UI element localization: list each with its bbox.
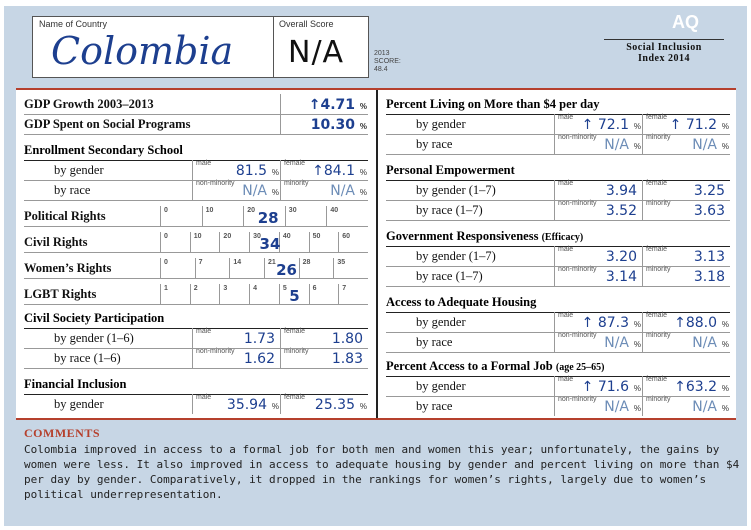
- male-label: male: [558, 246, 574, 253]
- political-rights-tick-label: 0: [164, 207, 168, 214]
- enrollment-minority-value: N/A: [330, 183, 355, 199]
- civil-society-female-cell: [280, 328, 369, 348]
- living-header: [386, 94, 730, 115]
- empowerment-race-label: [386, 203, 483, 218]
- civil-society-gender-row: [24, 328, 368, 349]
- housing-header: [386, 292, 730, 313]
- womens-rights-row: [24, 258, 368, 279]
- gdp-social-row: [24, 114, 368, 135]
- civil-society-male-value: 1.73: [243, 331, 275, 347]
- civil-rights-label: Civil Rights: [24, 235, 88, 249]
- financial-male-cell: [192, 394, 281, 414]
- lgbt-rights-tick-cell: [219, 284, 250, 304]
- responsiveness-nonminority-cell: [554, 266, 643, 286]
- formal-job-female-value: ↑63.2: [674, 379, 717, 395]
- score-2013: [374, 50, 401, 74]
- living-minority-value: N/A: [692, 137, 717, 153]
- range-label: (1–7): [455, 269, 483, 283]
- minority-label: minority: [284, 180, 309, 187]
- pct-sign: %: [359, 168, 367, 177]
- empowerment-gender-label: [386, 183, 496, 198]
- lgbt-rights-tick-cell: [160, 284, 191, 304]
- formal-job-minority-value: N/A: [692, 399, 717, 415]
- civil-rights-tick-label: 60: [342, 233, 351, 240]
- pct-sign: %: [359, 402, 367, 411]
- formal-job-race-row: [386, 396, 730, 416]
- lgbt-rights-tick-label: 6: [312, 285, 317, 292]
- financial-label: Financial Inclusion: [24, 377, 127, 391]
- nonminority-label: non-minority: [196, 348, 235, 355]
- comments-body: Colombia improved in access to a formal job for both men and women this year; unfortunately, the gains by women were less. It also improved in access to adequate housing by gender and percent living on more than $4 per day by gender. Comparatively, it dropped in the rankings for women’s rights, largely due to women’s political underrepresentation.: [24, 443, 740, 501]
- nonminority-label: non-minority: [558, 134, 597, 141]
- civil-rights-tick-cell: [219, 232, 250, 252]
- pct-sign: %: [633, 384, 641, 393]
- score-2013-label: 2013 SCORE:: [374, 50, 401, 65]
- lgbt-rights-row: [24, 284, 368, 305]
- living-label: Percent Living on More than $4 per day: [386, 97, 600, 111]
- living-female-value: ↑ 71.2: [669, 117, 717, 133]
- lgbt-rights-tick-cell: [249, 284, 280, 304]
- range-label: (1–6): [93, 351, 121, 365]
- empowerment-male-value: 3.94: [605, 183, 637, 199]
- housing-nonminority-cell: [554, 332, 643, 352]
- gdp-social-value: 10.30: [310, 117, 355, 133]
- housing-gender-row: [386, 312, 730, 333]
- pct-sign: %: [359, 188, 367, 197]
- minority-label: minority: [646, 332, 671, 339]
- by-race-label: by race: [416, 399, 453, 413]
- civil-rights-tick-cell: [160, 232, 191, 252]
- civil-society-minority-cell: [280, 348, 369, 368]
- civil-rights-tick-label: 50: [312, 233, 321, 240]
- gdp-growth-row: [24, 94, 368, 115]
- column-separator: [376, 90, 378, 418]
- lgbt-rights-tick-label: 4: [253, 285, 258, 292]
- by-gender-label: by gender: [416, 249, 466, 263]
- pct-sign: %: [721, 142, 729, 151]
- political-rights-label: Political Rights: [24, 209, 106, 223]
- pct-sign: %: [721, 122, 729, 131]
- empowerment-minority-cell: [642, 200, 731, 220]
- lgbt-rights-tick-cell: [190, 284, 221, 304]
- civil-society-nonminority-value: 1.62: [243, 351, 275, 367]
- living-male-value: ↑ 72.1: [581, 117, 629, 133]
- enrollment-female-value: ↑84.1: [312, 163, 355, 179]
- female-label: female: [646, 246, 668, 253]
- political-rights-row: [24, 206, 368, 227]
- empowerment-minority-value: 3.63: [693, 203, 725, 219]
- civil-society-minority-value: 1.83: [331, 351, 363, 367]
- empowerment-male-cell: [554, 180, 643, 200]
- civil-rights-tick-cell: [338, 232, 369, 252]
- gdp-growth-value: ↑4.71: [308, 97, 355, 113]
- female-label: female: [646, 180, 668, 187]
- political-rights-value: 28: [257, 209, 279, 227]
- womens-rights-value: 26: [276, 261, 297, 279]
- womens-rights-label: Women’s Rights: [24, 261, 112, 275]
- living-male-cell: [554, 114, 643, 134]
- male-label: male: [196, 160, 212, 167]
- political-rights-tick-cell: [285, 206, 328, 226]
- formal-job-label: Percent Access to a Formal Job: [386, 359, 553, 373]
- by-race-label: by race: [54, 351, 91, 365]
- pct-sign: %: [359, 122, 367, 131]
- formal-job-header: [386, 356, 730, 377]
- living-female-cell: [642, 114, 731, 134]
- civil-rights-tick-label: 30: [253, 233, 261, 240]
- civil-rights-tick-label: 10: [193, 233, 202, 240]
- by-gender-label: by gender: [416, 183, 466, 197]
- civil-society-race-label: [24, 351, 121, 366]
- formal-job-male-value: ↑ 71.6: [581, 379, 629, 395]
- pct-sign: %: [271, 168, 279, 177]
- formal-job-gender-row: [386, 376, 730, 397]
- enrollment-gender-row: [24, 160, 368, 181]
- range-label: (1–7): [468, 183, 496, 197]
- responsiveness-female-value: 3.13: [693, 249, 725, 265]
- responsiveness-header: [386, 226, 730, 247]
- financial-male-value: 35.94: [226, 397, 267, 413]
- minority-label: minority: [646, 200, 671, 207]
- political-rights-tick-label: 20: [247, 207, 255, 214]
- civil-society-gender-label: [24, 331, 134, 346]
- financial-female-cell: [280, 394, 369, 414]
- pct-sign: %: [633, 340, 641, 349]
- male-label: male: [558, 180, 574, 187]
- financial-female-value: 25.35: [314, 397, 355, 413]
- financial-gender-row: [24, 394, 368, 414]
- nonminority-label: non-minority: [558, 332, 597, 339]
- responsiveness-label: Government Responsiveness: [386, 229, 539, 243]
- womens-rights-tick-label: 28: [302, 259, 311, 266]
- pct-sign: %: [721, 384, 729, 393]
- by-race-label: by race: [416, 335, 453, 349]
- living-nonminority-value: N/A: [604, 137, 629, 153]
- civil-rights-row: [24, 232, 368, 253]
- nonminority-label: non-minority: [558, 396, 597, 403]
- scorecard: [4, 6, 747, 526]
- housing-male-value: ↑ 87.3: [581, 315, 629, 331]
- nonminority-label: non-minority: [558, 266, 597, 273]
- responsiveness-gender-label: [386, 249, 496, 264]
- enrollment-minority-cell: [280, 180, 369, 200]
- enrollment-label: Enrollment Secondary School: [24, 143, 183, 157]
- housing-male-cell: [554, 312, 643, 332]
- political-rights-tick-cell: [326, 206, 369, 226]
- living-race-row: [386, 134, 730, 155]
- indicator-table: [16, 88, 736, 420]
- responsiveness-title: [386, 229, 583, 244]
- empowerment-race-row: [386, 200, 730, 221]
- by-gender-label: by gender: [416, 117, 466, 131]
- womens-rights-tick-cell: [160, 258, 196, 278]
- aq-logo: AQ: [672, 12, 699, 32]
- civil-rights-value: 34: [259, 235, 281, 253]
- responsiveness-minority-cell: [642, 266, 731, 286]
- female-label: female: [646, 312, 668, 319]
- enrollment-male-cell: [192, 160, 281, 180]
- civil-rights-tick-label: 0: [164, 233, 168, 240]
- enrollment-header: [24, 140, 368, 161]
- nonminority-label: non-minority: [558, 200, 597, 207]
- pct-sign: %: [271, 402, 279, 411]
- lgbt-rights-tick-label: 1: [164, 285, 168, 292]
- lgbt-rights-tick-cell: [309, 284, 340, 304]
- empowerment-label: Personal Empowerment: [386, 163, 515, 177]
- living-gender-row: [386, 114, 730, 135]
- housing-nonminority-value: N/A: [604, 335, 629, 351]
- male-label: male: [558, 376, 574, 383]
- formal-job-nonminority-cell: [554, 396, 643, 416]
- by-race-label: by race: [416, 203, 453, 217]
- pct-sign: %: [633, 122, 641, 131]
- box-divider: [273, 17, 274, 77]
- enrollment-nonminority-cell: [192, 180, 281, 200]
- pct-sign: %: [359, 102, 367, 111]
- empowerment-female-value: 3.25: [693, 183, 725, 199]
- minority-label: minority: [646, 134, 671, 141]
- political-rights-tick-label: 40: [330, 207, 339, 214]
- by-race-label: by race: [416, 137, 453, 151]
- empowerment-nonminority-cell: [554, 200, 643, 220]
- civil-rights-tick-cell: [279, 232, 310, 252]
- responsiveness-nonminority-value: 3.14: [605, 269, 637, 285]
- female-label: female: [646, 376, 668, 383]
- womens-rights-tick-cell: [333, 258, 369, 278]
- civil-society-female-value: 1.80: [331, 331, 363, 347]
- living-nonminority-cell: [554, 134, 643, 154]
- responsiveness-gender-row: [386, 246, 730, 267]
- pct-sign: %: [633, 404, 641, 413]
- by-gender-label: by gender: [416, 379, 466, 393]
- enrollment-female-cell: [280, 160, 369, 180]
- comments-title: COMMENTS: [24, 426, 100, 440]
- financial-header: [24, 374, 368, 395]
- formal-job-sub: (age 25–65): [555, 362, 605, 373]
- responsiveness-race-row: [386, 266, 730, 287]
- brand-line-2: Index 2014: [638, 53, 690, 64]
- civil-society-label: Civil Society Participation: [24, 311, 165, 325]
- gdp-growth-label: GDP Growth 2003–2013: [24, 97, 154, 111]
- lgbt-rights-tick-label: 2: [193, 285, 198, 292]
- enrollment-male-value: 81.5: [235, 163, 267, 179]
- by-race-label: by race: [416, 269, 453, 283]
- responsiveness-minority-value: 3.18: [693, 269, 725, 285]
- empowerment-nonminority-value: 3.52: [605, 203, 637, 219]
- housing-female-value: ↑88.0: [674, 315, 717, 331]
- housing-minority-cell: [642, 332, 731, 352]
- civil-society-race-row: [24, 348, 368, 369]
- brand-title: [604, 42, 724, 64]
- housing-race-row: [386, 332, 730, 353]
- lgbt-rights-label: LGBT Rights: [24, 287, 97, 301]
- lgbt-rights-tick-cell: [338, 284, 369, 304]
- brand-rule: [604, 39, 724, 40]
- female-label: female: [284, 394, 306, 401]
- minority-label: minority: [646, 266, 671, 273]
- formal-job-male-cell: [554, 376, 643, 396]
- formal-job-nonminority-value: N/A: [604, 399, 629, 415]
- empowerment-gender-row: [386, 180, 730, 201]
- political-rights-tick-cell: [160, 206, 203, 226]
- civil-society-male-cell: [192, 328, 281, 348]
- responsiveness-male-value: 3.20: [605, 249, 637, 265]
- political-rights-tick-cell: [202, 206, 245, 226]
- male-label: male: [196, 328, 212, 335]
- responsiveness-race-label: [386, 269, 483, 284]
- brand-line-1: Social Inclusion: [626, 42, 702, 53]
- housing-minority-value: N/A: [692, 335, 717, 351]
- gdp-social-cell: [280, 114, 369, 134]
- womens-rights-tick-label: 14: [233, 259, 242, 266]
- overall-score-label: Overall Score: [279, 19, 334, 29]
- womens-rights-tick-label: 21: [268, 259, 276, 266]
- range-label: (1–7): [468, 249, 496, 263]
- living-minority-cell: [642, 134, 731, 154]
- womens-rights-tick-cell: [195, 258, 231, 278]
- responsiveness-male-cell: [554, 246, 643, 266]
- civil-rights-tick-label: 20: [223, 233, 232, 240]
- male-label: male: [558, 312, 574, 319]
- by-gender-label: by gender: [416, 315, 466, 329]
- pct-sign: %: [721, 404, 729, 413]
- lgbt-rights-tick-label: 5: [282, 285, 287, 292]
- by-gender-label: by gender: [54, 331, 104, 345]
- gdp-social-label: GDP Spent on Social Programs: [24, 117, 191, 131]
- score-2013-value: 48.4: [374, 66, 388, 73]
- female-label: female: [284, 160, 306, 167]
- pct-sign: %: [721, 340, 729, 349]
- lgbt-rights-tick-label: 7: [342, 285, 347, 292]
- empowerment-header: [386, 160, 730, 181]
- female-label: female: [284, 328, 306, 335]
- female-label: female: [646, 114, 668, 121]
- enrollment-race-row: [24, 180, 368, 201]
- minority-label: minority: [284, 348, 309, 355]
- country-score-box: [32, 16, 369, 78]
- pct-sign: %: [721, 320, 729, 329]
- political-rights-tick-label: 10: [205, 207, 214, 214]
- womens-rights-tick-label: 0: [164, 259, 168, 266]
- responsiveness-sub: (Efficacy): [541, 232, 584, 243]
- range-label: (1–7): [455, 203, 483, 217]
- overall-score: N/A: [288, 35, 345, 70]
- lgbt-rights-tick-label: 3: [223, 285, 228, 292]
- womens-rights-tick-label: 35: [337, 259, 346, 266]
- womens-rights-tick-cell: [299, 258, 335, 278]
- civil-rights-tick-cell: [309, 232, 340, 252]
- civil-rights-tick-cell: [190, 232, 221, 252]
- by-race-label: by race: [54, 183, 91, 197]
- womens-rights-tick-label: 7: [198, 259, 203, 266]
- enrollment-nonminority-value: N/A: [242, 183, 267, 199]
- gdp-growth-cell: [280, 94, 369, 114]
- formal-job-minority-cell: [642, 396, 731, 416]
- pct-sign: %: [271, 188, 279, 197]
- civil-society-header: [24, 308, 368, 329]
- civil-rights-tick-label: 40: [282, 233, 291, 240]
- housing-label: Access to Adequate Housing: [386, 295, 537, 309]
- housing-female-cell: [642, 312, 731, 332]
- political-rights-tick-label: 30: [288, 207, 297, 214]
- pct-sign: %: [633, 142, 641, 151]
- formal-job-title: [386, 359, 604, 374]
- lgbt-rights-value: 5: [289, 287, 300, 305]
- pct-sign: %: [633, 320, 641, 329]
- civil-society-nonminority-cell: [192, 348, 281, 368]
- nonminority-label: non-minority: [196, 180, 235, 187]
- comments-section: [24, 426, 744, 502]
- by-gender-label: by gender: [54, 397, 104, 411]
- formal-job-female-cell: [642, 376, 731, 396]
- by-gender-label: by gender: [54, 163, 104, 177]
- range-label: (1–6): [106, 331, 134, 345]
- womens-rights-tick-cell: [229, 258, 265, 278]
- male-label: male: [558, 114, 574, 121]
- empowerment-female-cell: [642, 180, 731, 200]
- responsiveness-female-cell: [642, 246, 731, 266]
- country-name: Colombia: [51, 29, 234, 73]
- country-name-label: Name of Country: [39, 19, 108, 29]
- male-label: male: [196, 394, 212, 401]
- minority-label: minority: [646, 396, 671, 403]
